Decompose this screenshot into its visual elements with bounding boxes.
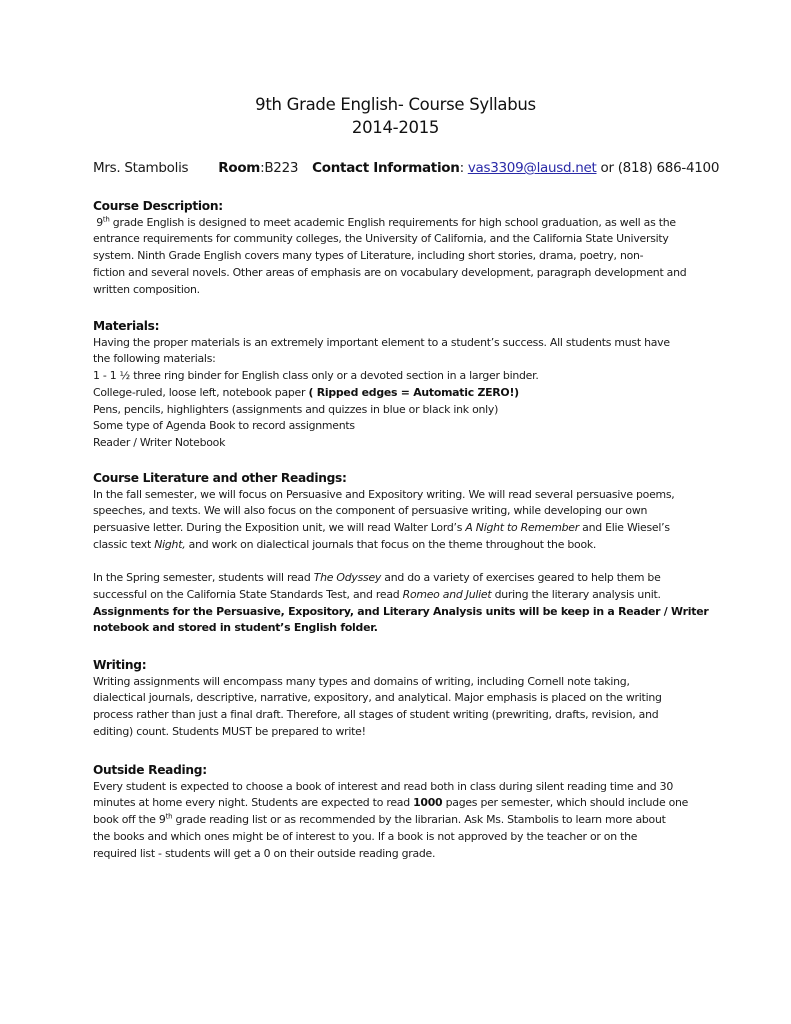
outside-reading-line: Every student is expected to choose a book of interest and read both in class during silent reading time and 30 <box>93 779 674 793</box>
page-count: 1000 <box>413 796 443 810</box>
book-title: A Night to Remember <box>465 521 579 535</box>
contact-info-label: Contact Information <box>312 160 460 176</box>
literature-line: successful on the California State Standards Test, and read Romeo and Juliet during the literary analysis unit. <box>93 587 661 601</box>
course-description-heading: Course Description: <box>93 199 223 213</box>
outside-reading-line: the books and which ones might be of interest to you. If a book is not approved by the teacher or on the <box>93 829 638 843</box>
materials-line: Having the proper materials is an extremely important element to a student’s success. All students must have <box>93 335 670 349</box>
writing-line: dialectical journals, descriptive, narrative, expository, and analytical. Major emphasis is placed on the writing <box>93 691 662 705</box>
book-title: Night, <box>154 537 186 551</box>
school-year: 2014-2015 <box>351 118 440 137</box>
materials-item: College-ruled, loose left, notebook paper ( Ripped edges = Automatic ZERO!) <box>93 385 519 399</box>
phone-number: (818) 686-4100 <box>617 160 720 176</box>
literature-line: In the fall semester, we will focus on Persuasive and Expository writing. We will read several persuasive poems, <box>93 487 675 501</box>
course-description-line: system. Ninth Grade English covers many types of Literature, including short stories, drama, poetry, non- <box>93 249 644 263</box>
materials-item: Some type of Agenda Book to record assignments <box>93 419 355 433</box>
book-title: Romeo and Juliet <box>402 587 492 601</box>
outside-reading-line: required list - students will get a 0 on their outside reading grade. <box>93 846 436 860</box>
course-description-section <box>93 198 705 298</box>
literature-assignment-note: notebook and stored in student’s English folder. <box>93 621 378 635</box>
outside-reading-line: book off the 9th grade reading list or as recommended by the librarian. Ask Ms. Stambolis to learn more about <box>93 812 666 827</box>
course-description-line: fiction and several novels. Other areas of emphasis are on vocabulary development, paragraph development and <box>93 265 687 279</box>
literature-heading: Course Literature and other Readings: <box>93 471 347 485</box>
literature-line: classic text Night, and work on dialectical journals that focus on the theme throughout the book. <box>93 537 597 551</box>
materials-heading: Materials: <box>93 319 160 333</box>
materials-line: the following materials: <box>93 352 216 366</box>
room-number: :B223 <box>260 160 299 176</box>
course-description-line: 9th grade English is designed to meet academic English requirements for high school graduation, as well as the <box>96 215 676 229</box>
literature-assignment-note: Assignments for the Persuasive, Expository, and Literary Analysis units will be keep in a Reader / Writer <box>93 604 709 618</box>
outside-reading-heading: Outside Reading: <box>93 763 207 777</box>
literature-line: persuasive letter. During the Exposition unit, we will read Walter Lord’s A Night to Remember and Elie Wiesel’s <box>93 521 670 535</box>
course-description-line: entrance requirements for community colleges, the University of California, and the California State University <box>93 232 669 246</box>
teacher-name: Mrs. Stambolis <box>93 160 189 176</box>
contact-line <box>93 160 733 176</box>
outside-reading-section <box>93 762 705 862</box>
outside-reading-line: minutes at home every night. Students are expected to read 1000 pages per semester, which should include one <box>93 796 689 810</box>
writing-line: Writing assignments will encompass many types and domains of writing, including Cornell note taking, <box>93 674 630 688</box>
writing-line: editing) count. Students MUST be prepared to write! <box>93 724 366 738</box>
ripped-edges-warning: ( Ripped edges = Automatic ZERO!) <box>308 385 519 399</box>
contact-separator: : <box>459 160 464 176</box>
materials-section <box>93 318 705 452</box>
literature-line: speeches, and texts. We will also focus on the component of persuasive writing, while developing our own <box>93 504 648 518</box>
materials-item: Reader / Writer Notebook <box>93 435 226 449</box>
writing-section <box>93 657 705 741</box>
or-text: or <box>600 160 614 176</box>
book-title: The Odyssey <box>313 571 382 585</box>
writing-heading: Writing: <box>93 658 147 672</box>
materials-item: Pens, pencils, highlighters (assignments and quizzes in blue or black ink only) <box>93 402 499 416</box>
literature-line: In the Spring semester, students will read The Odyssey and do a variety of exercises geared to help them be <box>93 571 661 585</box>
materials-item: 1 - 1 ½ three ring binder for English class only or a devoted section in a larger binder. <box>93 369 539 383</box>
literature-section <box>93 470 709 637</box>
email-link[interactable]: vas3309@lausd.net <box>467 160 597 176</box>
writing-line: process rather than just a final draft. Therefore, all stages of student writing (prewriting, drafts, revision, and <box>93 708 659 722</box>
room-label: Room <box>218 160 261 176</box>
document-title: 9th Grade English- Course Syllabus <box>255 95 536 114</box>
course-description-line: written composition. <box>93 282 200 296</box>
